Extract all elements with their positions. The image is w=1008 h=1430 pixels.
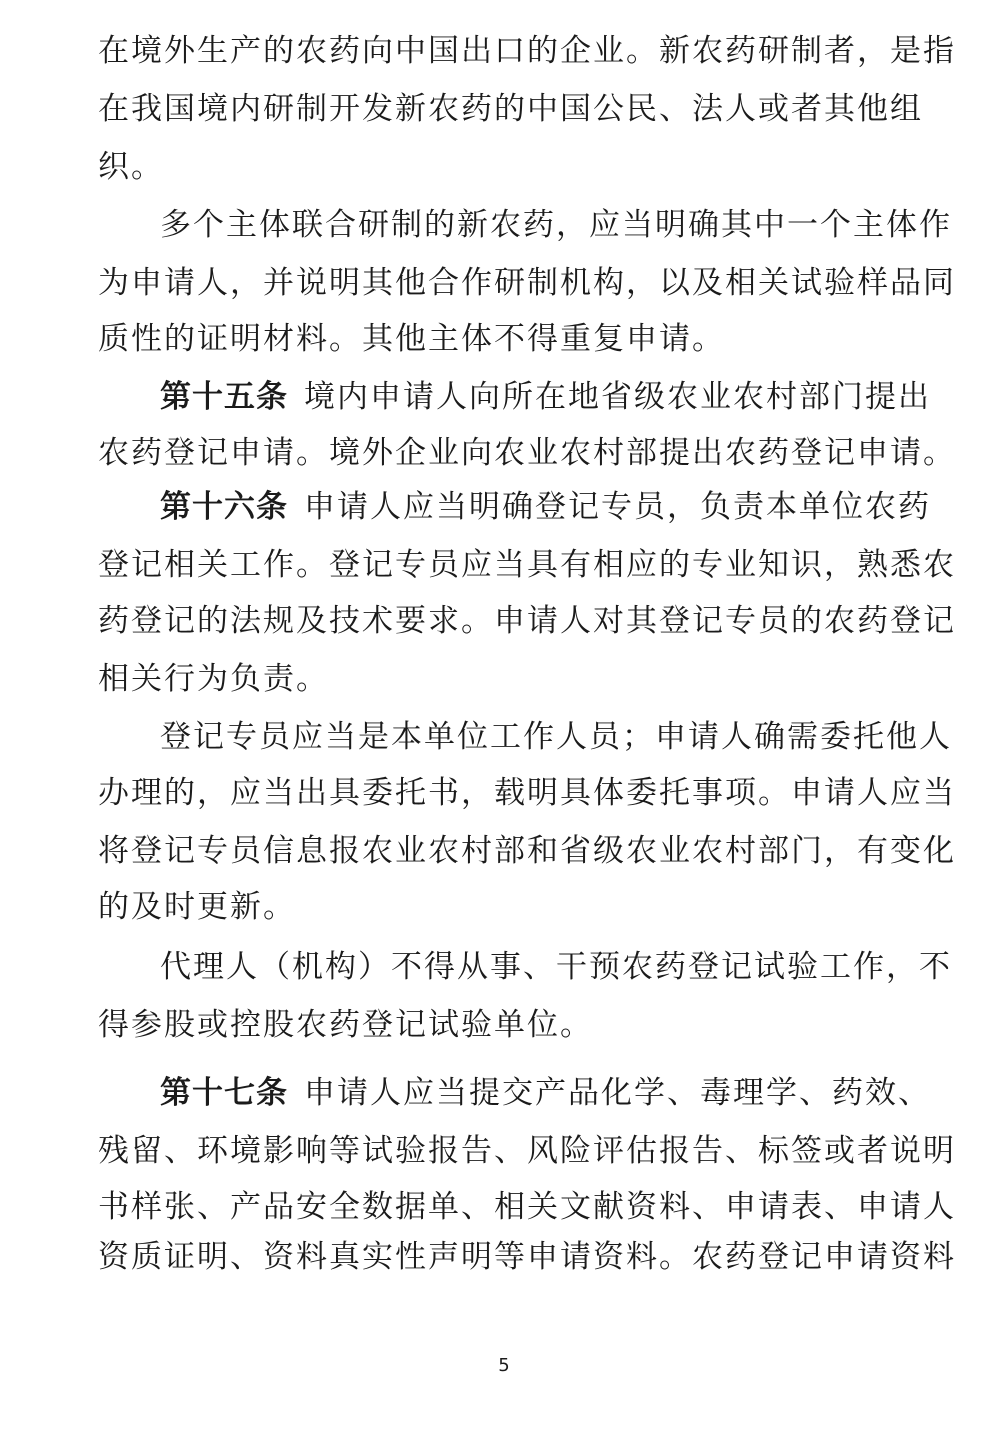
text-line: 资质证明、资料真实性声明等申请资料。农药登记申请资料 bbox=[98, 1239, 956, 1275]
page-number: 5 bbox=[498, 1355, 510, 1376]
article-15-first-line bbox=[160, 366, 931, 428]
text-line: 农药登记申请。境外企业向农业农村部提出农药登记申请。 bbox=[98, 435, 956, 471]
article-heading: 第十六条 bbox=[160, 489, 288, 525]
text-line: 登记相关工作。登记专员应当具有相应的专业知识，熟悉农 bbox=[98, 547, 956, 583]
text-line: 将登记专员信息报农业农村部和省级农业农村部门，有变化 bbox=[98, 833, 956, 869]
text-line: 质性的证明材料。其他主体不得重复申请。 bbox=[98, 321, 725, 357]
text-segment: 申请人应当提交产品化学、毒理学、药效、 bbox=[304, 1075, 931, 1111]
text-line: 代理人（机构）不得从事、干预农药登记试验工作，不 bbox=[160, 949, 952, 985]
text-line: 织。 bbox=[98, 149, 164, 185]
text-line: 相关行为负责。 bbox=[98, 661, 329, 697]
text-segment: 申请人应当明确登记专员，负责本单位农药 bbox=[304, 489, 931, 525]
article-heading: 第十五条 bbox=[160, 379, 288, 415]
text-line: 的及时更新。 bbox=[98, 889, 296, 925]
text-segment: 境内申请人向所在地省级农业农村部门提出 bbox=[304, 379, 931, 415]
text-line: 书样张、产品安全数据单、相关文献资料、申请表、申请人 bbox=[98, 1189, 956, 1225]
text-line: 残留、环境影响等试验报告、风险评估报告、标签或者说明 bbox=[98, 1133, 956, 1169]
text-line: 在我国境内研制开发新农药的中国公民、法人或者其他组 bbox=[98, 91, 923, 127]
text-line: 登记专员应当是本单位工作人员；申请人确需委托他人 bbox=[160, 719, 952, 755]
text-line: 在境外生产的农药向中国出口的企业。新农药研制者，是指 bbox=[98, 33, 956, 69]
text-line: 药登记的法规及技术要求。申请人对其登记专员的农药登记 bbox=[98, 603, 956, 639]
text-line: 办理的，应当出具委托书，载明具体委托事项。申请人应当 bbox=[98, 775, 956, 811]
text-line: 为申请人，并说明其他合作研制机构，以及相关试验样品同 bbox=[98, 265, 956, 301]
article-16-first-line bbox=[160, 476, 931, 538]
text-line: 得参股或控股农药登记试验单位。 bbox=[98, 1007, 593, 1043]
article-17-first-line bbox=[160, 1062, 931, 1124]
article-heading: 第十七条 bbox=[160, 1075, 288, 1111]
text-line: 多个主体联合研制的新农药，应当明确其中一个主体作 bbox=[160, 207, 952, 243]
